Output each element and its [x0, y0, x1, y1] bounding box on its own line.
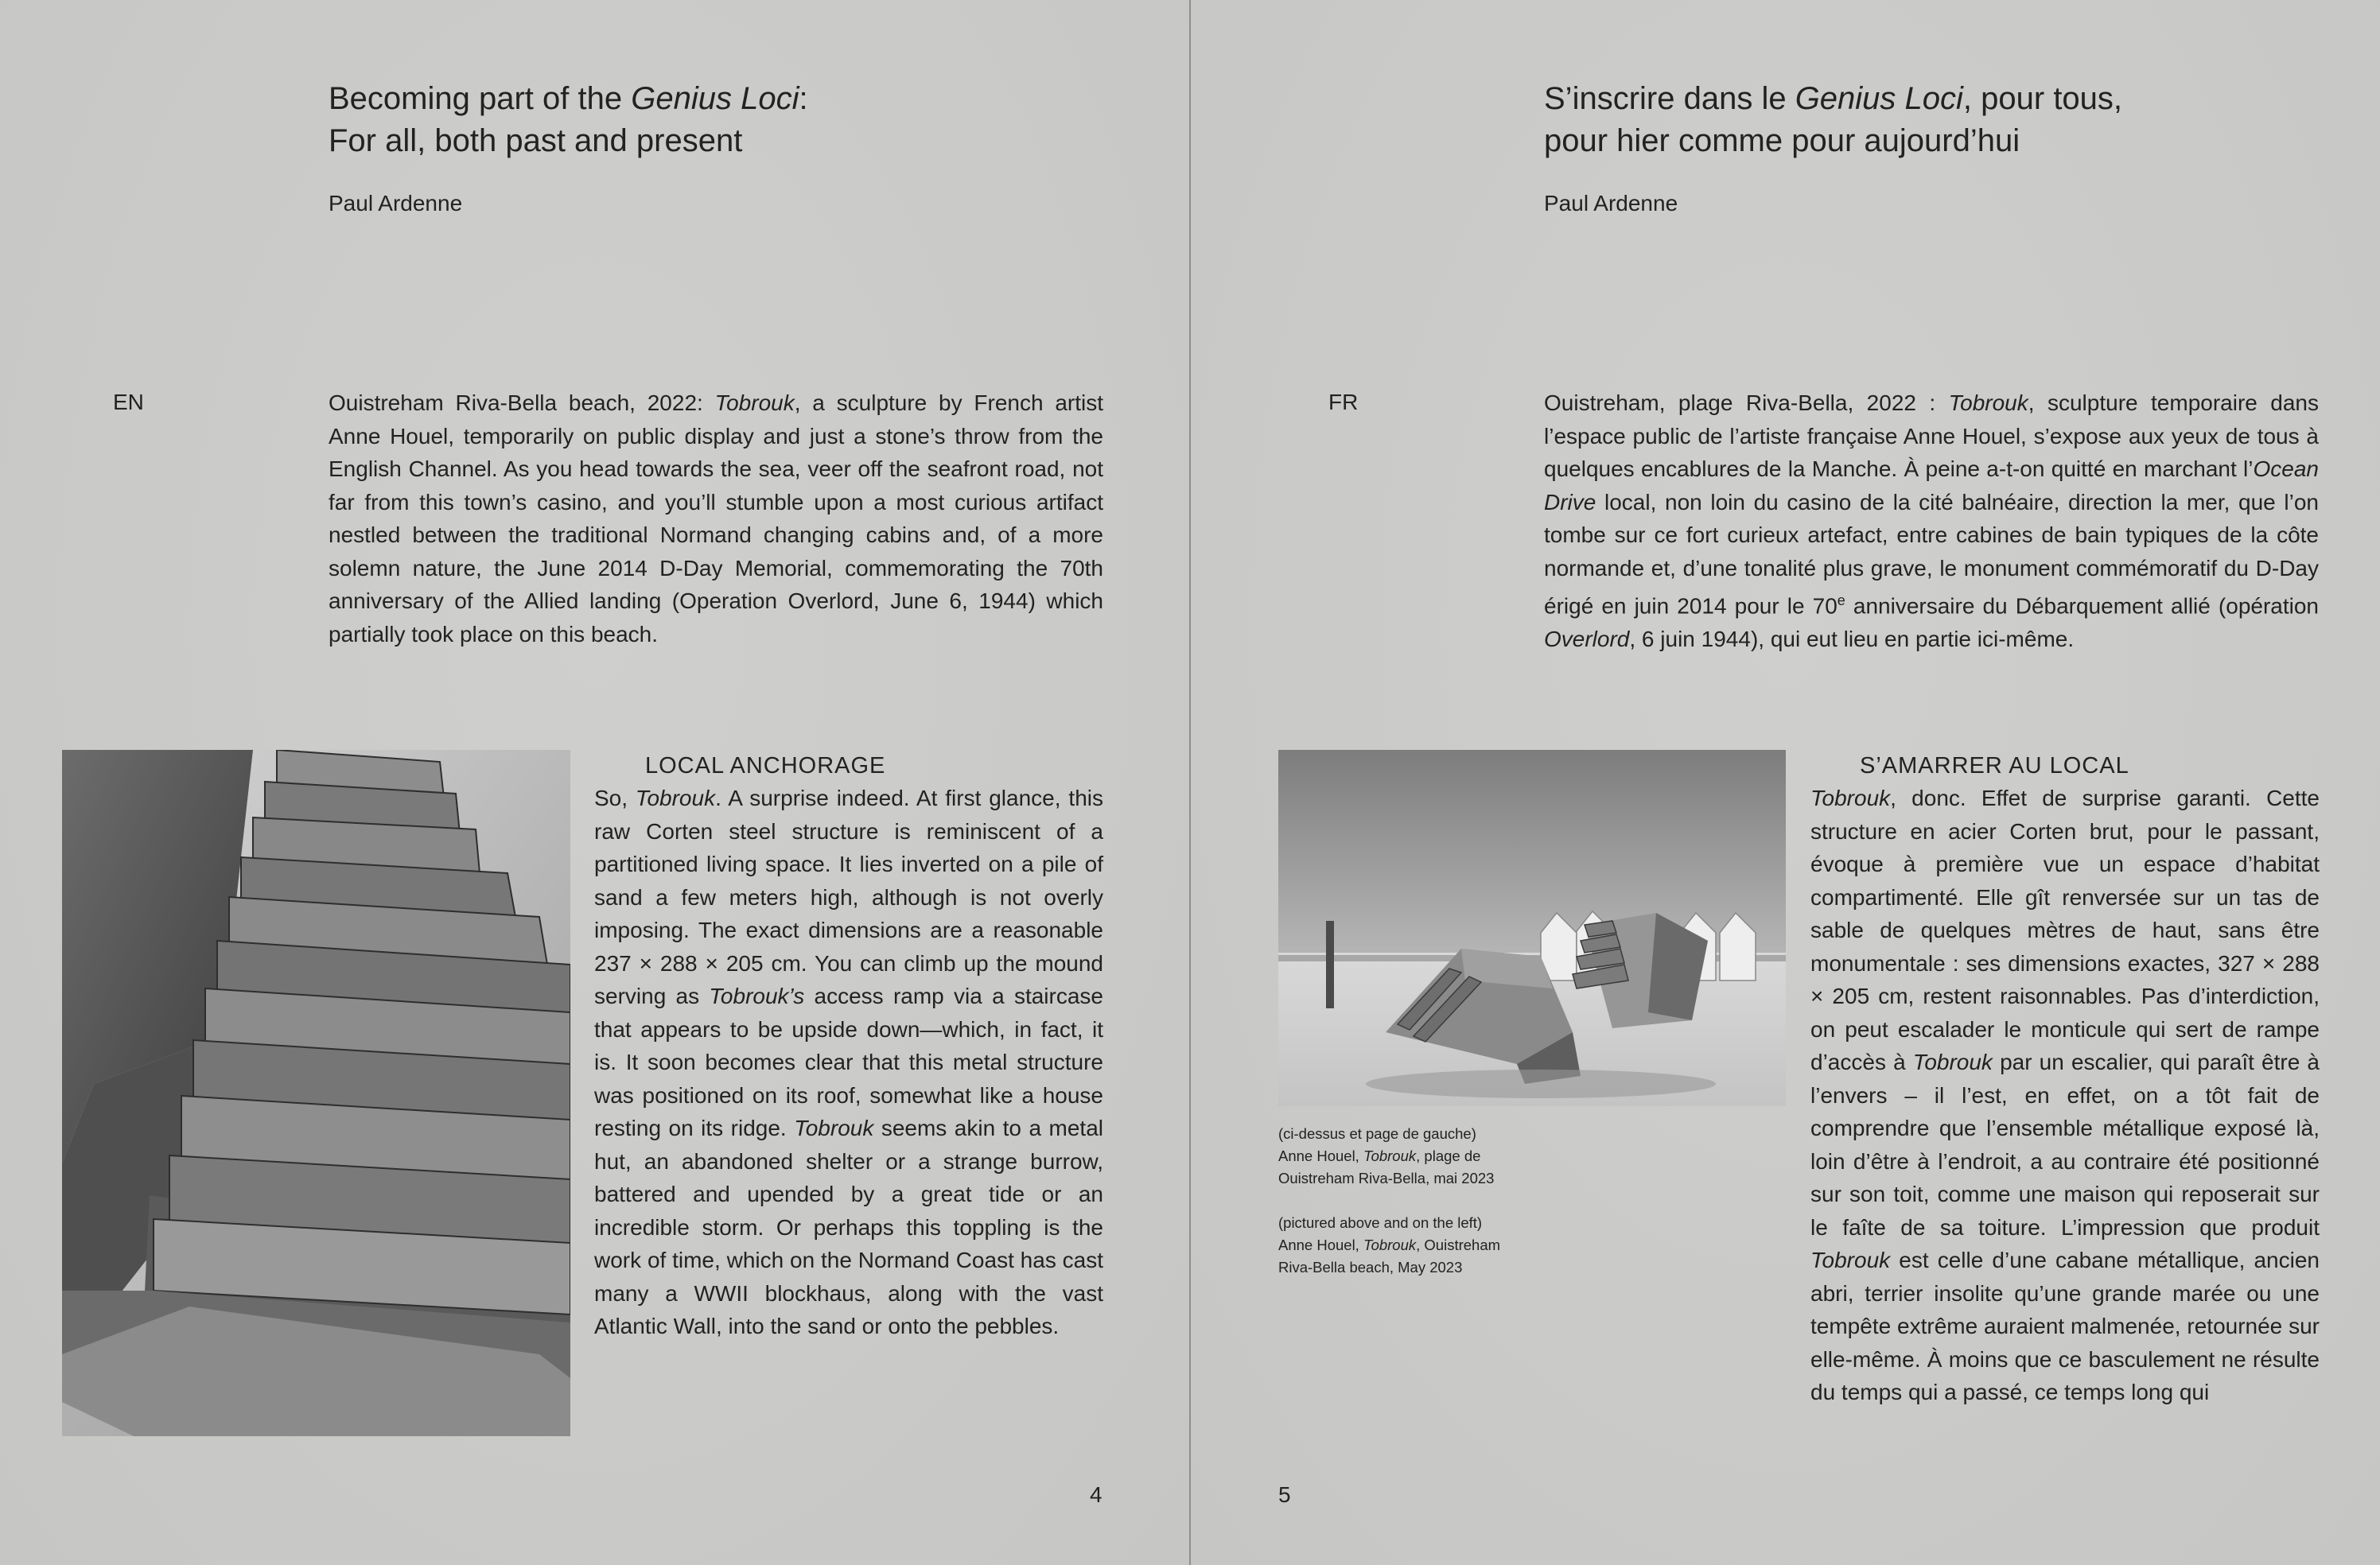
intro-paragraph: Ouistreham, plage Riva-Bella, 2022 : Tobrouk, sculpture temporaire dans l’espace public de l’artiste française Anne Houel, s’expose aux yeux de tous à quelques encablures de la Manche. À peine a-t-on quitté en marchant l’Ocean Drive local, non loin du casino de la cité balnéaire, direction la mer, que l’on tombe sur ce fort curieux artefact, entre cabines de bain typiques de la côte normande et, d’une tonalité plus grave, le monument commémoratif du D-Day érigé en juin 2014 pour le 70e anniversaire du Débarquement allié (opération Overlord, 6 juin 1944), qui eut lieu en partie ici-même.	[1544, 390, 2320, 651]
article-title-en	[329, 78, 808, 162]
caption-line: Anne Houel, Tobrouk, Ouistreham	[1278, 1237, 1501, 1253]
title-text: , pour tous,	[1962, 81, 2123, 116]
section-heading: S’AMARRER AU LOCAL	[1860, 753, 2129, 779]
author-name: Paul Ardenne	[329, 191, 463, 216]
language-label: EN	[113, 390, 144, 414]
title-line-2: For all, both past and present	[329, 123, 743, 158]
title-text: :	[799, 81, 808, 116]
intro-paragraph: Ouistreham Riva-Bella beach, 2022: Tobrouk, a sculpture by French artist Anne Houel, temporarily on public display and just a stone’s throw from the English Channel. As you head towards the sea, veer off the seafront road, not far from this town’s casino, and you’ll stumble upon a most curious artifact nestled between the traditional Normand changing cabins and, of a more solemn nature, the June 2014 D-Day Memorial, commemorating the 70th anniversary of the Allied landing (Operation Overlord, June 6, 1944) which partially took place on this beach.	[329, 390, 1103, 647]
caption-spacer	[1278, 1190, 1581, 1212]
right-page	[1191, 0, 2380, 1565]
page-number: 5	[1278, 1482, 1291, 1507]
title-text: S’inscrire dans le	[1544, 81, 1795, 116]
author-name: Paul Ardenne	[1544, 191, 1678, 216]
caption-line: Riva-Bella beach, May 2023	[1278, 1259, 1463, 1276]
language-label: FR	[1328, 390, 1359, 414]
section-heading: LOCAL ANCHORAGE	[645, 753, 886, 779]
caption-line: Ouistreham Riva-Bella, mai 2023	[1278, 1170, 1495, 1186]
photo-illustration	[1278, 750, 1786, 1106]
photo-illustration	[62, 750, 570, 1436]
sculpture-staircase-photo	[62, 750, 570, 1436]
title-italic: Genius Loci	[631, 81, 799, 116]
title-line-2: pour hier comme pour aujourd’hui	[1544, 123, 2020, 158]
body-text: Tobrouk, donc. Effet de surprise garanti. Cette structure en acier Corten brut, pour le passant, évoque à première vue un espace d’habitat compartimenté. Elle gît renversée sur un tas de sable de quelques mètres de haut, sans être monumentale : ses dimensions exactes, 327 × 288 × 205 cm, restent raisonnables. Pas d’interdiction, on peut escalader le monticule qui sert de rampe d’accès à Tobrouk par un escalier, qui paraît être à l’envers – il l’est, en effet, on a tôt fait de comprendre que l’ensemble métallique exposé là, loin d’être à l’endroit, a au contraire été positionné sur son toit, comme une maison qui reposerait sur le faîte de sa toiture. L’impression que produit Tobrouk est celle d’une cabane métallique, ancien abri, terrier insolite qu’une grande marée ou une tempête extrême auraient malmenée, retournée sur elle-même. À moins que ce basculement ne résulte du temps qui a passé, ce temps long qui	[1810, 786, 2320, 1404]
title-italic: Genius Loci	[1795, 81, 1963, 116]
caption-line: (ci-dessus et page de gauche)	[1278, 1125, 1476, 1142]
photo-caption	[1278, 1123, 1581, 1279]
caption-line: (pictured above and on the left)	[1278, 1214, 1483, 1231]
sculpture-beach-photo	[1278, 750, 1786, 1106]
caption-line: Anne Houel, Tobrouk, plage de	[1278, 1148, 1481, 1164]
body-text: So, Tobrouk. A surprise indeed. At first glance, this raw Corten steel structure is reminiscent of a partitioned living space. It lies inverted on a pile of sand a few meters high, although is not overly imposing. The exact dimensions are a reasonable 237 × 288 × 205 cm. You can climb up the mound serving as Tobrouk’s access ramp via a staircase that appears to be upside down—which, in fact, it is. It soon becomes clear that this metal structure was positioned on its roof, somewhat like a house resting on its ridge. Tobrouk seems akin to a metal hut, an abandoned shelter or a strange burrow, battered and upended by a great tide or an incredible storm. Or perhaps this toppling is the work of time, which on the Normand Coast has cast many a WWII blockhaus, along with the vast Atlantic Wall, into the sand or onto the pebbles.	[594, 786, 1104, 1338]
title-text: Becoming part of the	[329, 81, 632, 116]
article-title-fr	[1544, 78, 2122, 162]
page-number: 4	[1090, 1482, 1102, 1507]
